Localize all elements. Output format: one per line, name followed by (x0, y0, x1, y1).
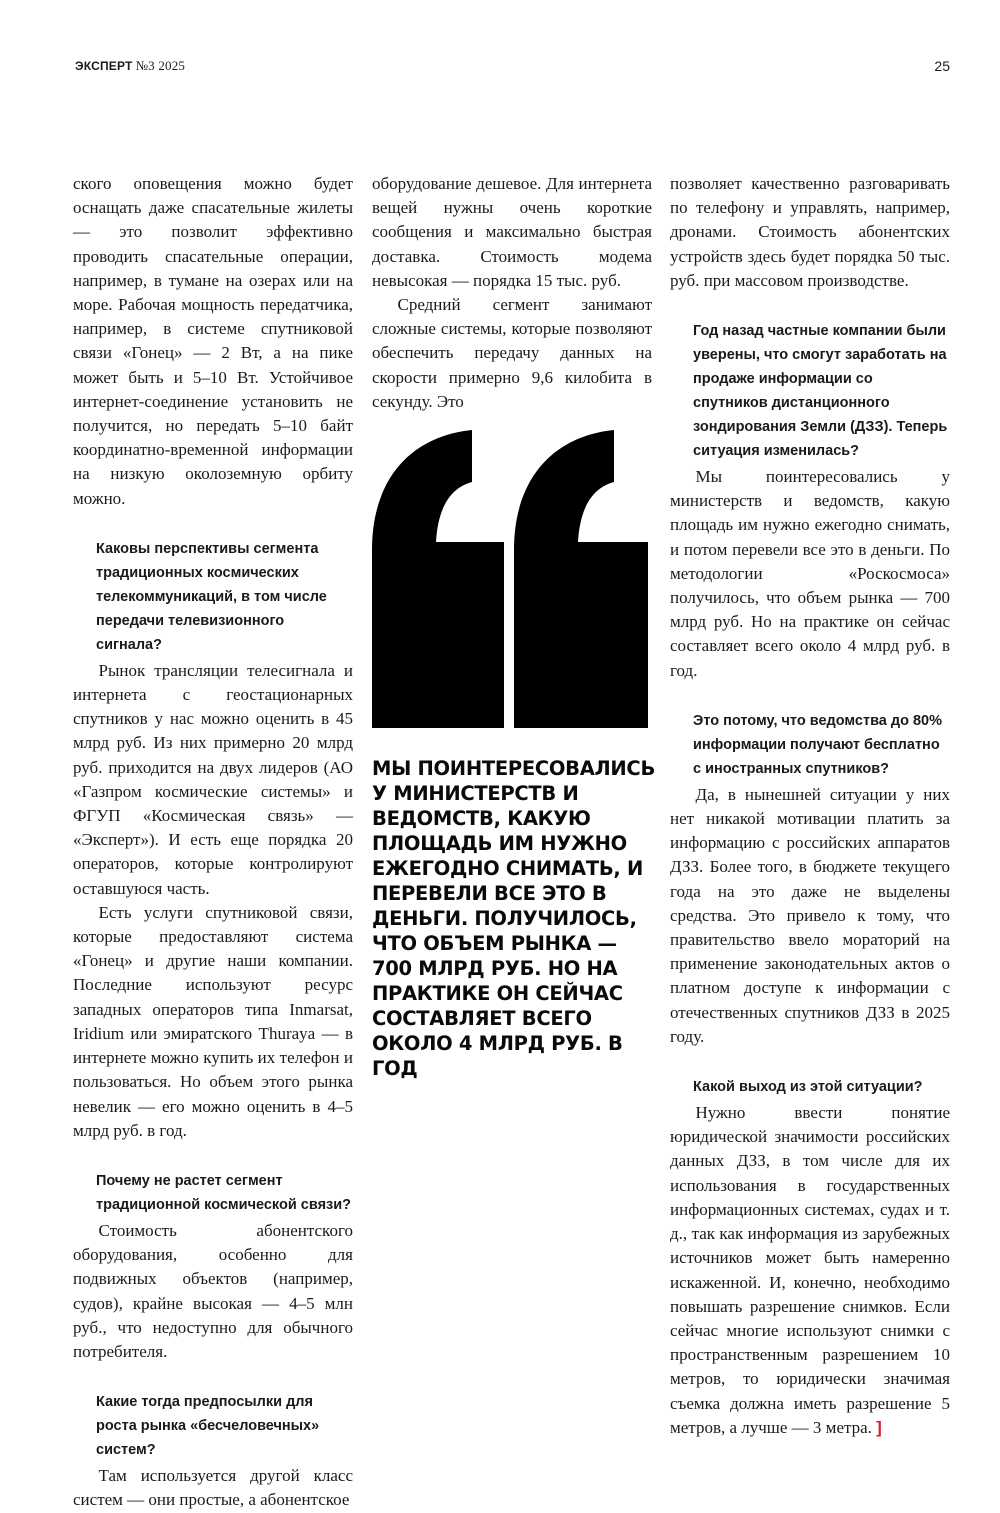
pull-quote: МЫ ПОИНТЕРЕСОВАЛИСЬ У МИНИСТЕРСТВ И ВЕДОМСТВ, КАКУЮ ПЛОЩАДЬ ИМ НУЖНО ЕЖЕГОДНО СНИМАТЬ, И ПЕРЕВЕЛИ ВСЕ ЭТО В ДЕНЬГИ. ПОЛУЧИЛОСЬ, ЧТО ОБЪЕМ РЫНКА — 700 МЛРД РУБ. НО НА ПРАКТИКЕ ОН СЕЙЧАС СОСТАВЛЯЕТ ВСЕГО ОКОЛО 4 МЛРД РУБ. В ГОД (372, 757, 656, 1080)
paragraph: Да, в нынешней ситуации у них нет никакой мотивации платить за информацию с российских аппаратов ДЗЗ. Более того, в бюджете текущего года на это даже не выделены средства. Это привело к тому, что правительство ввело мораторий на применение законодательных актов о платном доступе к информации с отечественных спутников ДЗЗ в 2025 году. (670, 784, 950, 1046)
paragraph: Стоимость абонентского оборудования, особенно для подвижных объектов (например, судов), крайне высокая — 4–5 млн руб., что недоступно для обычного потребителя. (73, 1220, 353, 1361)
open-quote-icon (372, 430, 652, 728)
page-number: 25 (934, 58, 950, 74)
paragraph: Рынок трансляции телесигнала и интернета с геостационарных спутников у нас можно оценить в 45 млрд руб. Из них примерно 20 млрд руб. приходится на двух лидеров (АО «Газпром космические системы» и ФГУП «Космическая связь» — «Эксперт»). И есть еще порядка 20 операторов, которые контролируют оставшуюся часть. (73, 660, 353, 898)
paragraph: ского оповещения можно будет оснащать даже спасательные жилеты — это позволит эффективно проводить спасательные операции, например, в тумане на озерах или на море. Рабочая мощность передатчика, например, в системе спутниковой связи «Гонец» — 2 Вт, а на пике может быть и 5–10 Вт. Устойчивое интернет-соединение установить не получится, но передать 5–10 байт координатно-временной информации на низкую околоземную орбиту можно. (73, 174, 353, 508)
paragraph (670, 1101, 950, 1440)
interview-question: Год назад частные компании были уверены, что смогут заработать на продаже информации со спутников дистанционного зондирования Земли (ДЗЗ). Теперь ситуация изменилась? (693, 323, 948, 460)
interview-question: Какие тогда предпосылки для роста рынка «бесчеловечных» систем? (96, 1394, 320, 1459)
column-3 (670, 172, 950, 1440)
issue-number: №3 2025 (135, 58, 186, 73)
column-1 (73, 172, 353, 1513)
column-2 (372, 172, 652, 414)
interview-question: Какой выход из этой ситуации? (693, 1079, 923, 1096)
magazine-title: ЭКСПЕРТ №3 2025 (75, 58, 186, 73)
interview-question: Это потому, что ведомства до 80% информации получают бесплатно с иностранных спутников? (693, 712, 943, 777)
interview-question: Почему не растет сегмент традиционной космической связи? (96, 1172, 352, 1213)
paragraph: Там используется другой класс систем — они простые, а абонентское (73, 1466, 353, 1510)
paragraph: Мы поинтересовались у министерств и ведомств, какую площадь им нужно ежегодно снимать, и потом перевели все это в деньги. По методологии «Роскосмоса» получилось, что объем рынка — 700 млрд руб. Но на практике он сейчас составляет всего около 4 млрд руб. в год. (670, 467, 950, 680)
paragraph: Средний сегмент занимают сложные системы, которые позволяют обеспечить передачу данных на скорости примерно 9,6 килобита в секунду. Это (372, 295, 652, 411)
paragraph: оборудование дешевое. Для интернета вещей нужны очень короткие сообщения и максимально быстрая доставка. Стоимость модема невысокая — порядка 15 тыс. руб. (372, 174, 652, 290)
paragraph: Есть услуги спутниковой связи, которые предоставляют система «Гонец» и другие наши компании. Последние используют ресурс западных операторов типа Inmarsat, Iridium или эмиратского Thuraya — в интернете можно купить их телефон и пользоваться. Но объем этого рынка невелик — его можно оценить в 4–5 млрд руб. в год. (73, 902, 353, 1140)
end-of-article-mark: ] (876, 1417, 882, 1437)
interview-question: Каковы перспективы сегмента традиционных космических телекоммуникаций, в том числе передачи телевизионного сигнала? (96, 540, 327, 653)
paragraph-text: Нужно ввести понятие юридической значимости российских данных ДЗЗ, в том числе для их использования в государственных информационных системах, судах и т. д., так как информация из зарубежных источников может быть намеренно искаженной. И, конечно, необходимо повышать разрешение снимков. Если сейчас многие используют снимки с пространственным разрешением 10 метров, то юридически значимая съемка должна иметь разрешение 5 метров, а лучше — 3 метра. (670, 1103, 950, 1437)
paragraph: позволяет качественно разговаривать по телефону и управлять, например, дронами. Стоимость абонентских устройств здесь будет порядка 50 тыс. руб. при массовом производстве. (670, 174, 950, 290)
page-header (75, 58, 950, 80)
